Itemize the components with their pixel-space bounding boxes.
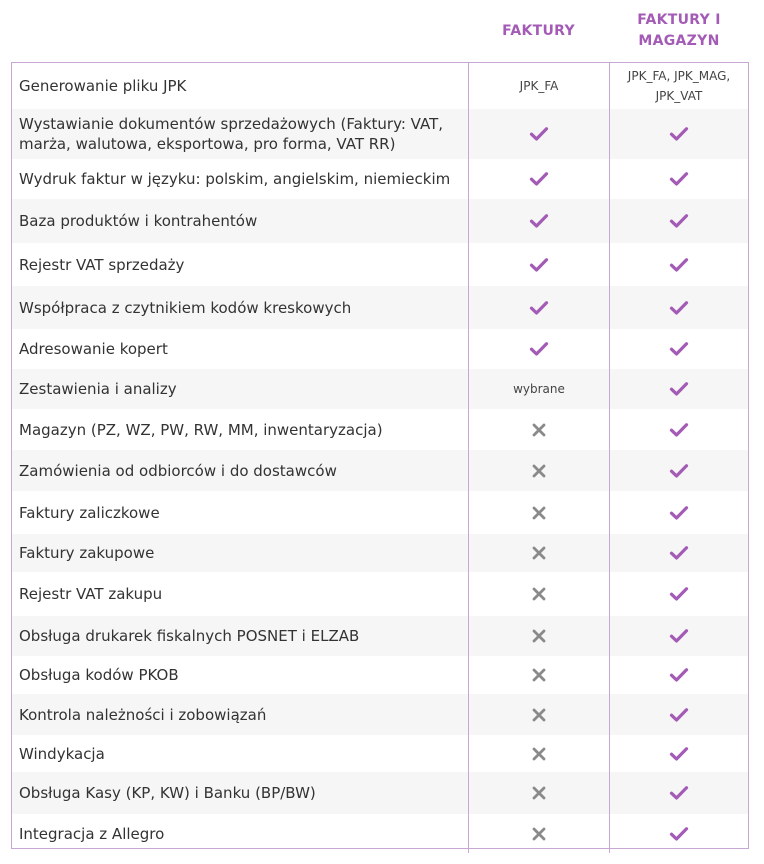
- feature-name: Adresowanie kopert: [19, 340, 168, 358]
- cross-icon: [532, 708, 546, 722]
- check-icon: [669, 171, 689, 187]
- table-row: [12, 694, 748, 735]
- faktury-cell: [468, 572, 609, 616]
- table-row: [12, 735, 748, 772]
- check-icon: [529, 213, 549, 229]
- faktury-cell: [468, 109, 609, 159]
- check-icon: [669, 667, 689, 683]
- table-row: [12, 159, 748, 199]
- table-row: [12, 814, 748, 853]
- check-icon: [669, 505, 689, 521]
- check-icon: [529, 171, 549, 187]
- faktury-magazyn-cell: [609, 329, 748, 369]
- faktury-magazyn-cell: [609, 491, 748, 534]
- faktury-magazyn-cell: [609, 656, 748, 694]
- feature-name: Kontrola należności i zobowiązań: [19, 705, 267, 724]
- feature-name: Integracja z Allegro: [19, 824, 165, 843]
- table-row: [12, 450, 748, 491]
- faktury-cell: [468, 772, 609, 814]
- faktury-cell: [468, 159, 609, 199]
- feature-name: Wystawianie dokumentów sprzedażowych (Faktury: VAT, marża, walutowa, eksportowa, pro forma, VAT RR): [19, 115, 444, 153]
- cell-text: wybrane: [513, 382, 565, 396]
- feature-name: Zamówienia od odbiorców i do dostawców: [19, 461, 337, 480]
- feature-name: Zestawienia i analizy: [19, 380, 177, 398]
- faktury-cell: [468, 409, 609, 450]
- faktury-cell: [468, 243, 609, 286]
- check-icon: [669, 586, 689, 602]
- feature-name: Wydruk faktur w języku: polskim, angielskim, niemieckim: [19, 170, 451, 188]
- cross-icon: [532, 827, 546, 841]
- faktury-cell: [468, 534, 609, 572]
- check-icon: [669, 300, 689, 316]
- feature-name: Magazyn (PZ, WZ, PW, RW, MM, inwentaryzacja): [19, 420, 383, 439]
- cross-icon: [532, 747, 546, 761]
- table-row: [12, 409, 748, 450]
- faktury-cell: [468, 369, 609, 409]
- table-row: [12, 369, 748, 409]
- feature-name: Generowanie pliku JPK: [19, 77, 187, 95]
- cross-icon: [532, 587, 546, 601]
- faktury-cell: [468, 616, 609, 656]
- faktury-magazyn-cell: [609, 369, 748, 409]
- check-icon: [669, 826, 689, 842]
- feature-name: Rejestr VAT zakupu: [19, 585, 163, 603]
- faktury-magazyn-cell: [609, 772, 748, 814]
- feature-name: Obsługa kodów PKOB: [19, 666, 179, 684]
- feature-name: Współpraca z czytnikiem kodów kreskowych: [19, 298, 352, 317]
- check-icon: [669, 463, 689, 479]
- table-row: [12, 491, 748, 534]
- faktury-cell: [468, 286, 609, 329]
- cross-icon: [532, 668, 546, 682]
- table-row: [12, 616, 748, 656]
- check-icon: [669, 126, 689, 142]
- feature-name: Obsługa drukarek fiskalnych POSNET i ELZAB: [19, 627, 360, 645]
- check-icon: [669, 341, 689, 357]
- table-row: [12, 772, 748, 814]
- check-icon: [669, 213, 689, 229]
- cross-icon: [532, 546, 546, 560]
- cross-icon: [532, 629, 546, 643]
- faktury-magazyn-cell: [609, 409, 748, 450]
- check-icon: [669, 746, 689, 762]
- check-icon: [529, 300, 549, 316]
- feature-name: Faktury zaliczkowe: [19, 503, 160, 522]
- cross-icon: [532, 786, 546, 800]
- faktury-magazyn-cell: [609, 199, 748, 243]
- table-row: [12, 243, 748, 286]
- faktury-cell: [468, 735, 609, 772]
- cross-icon: [532, 506, 546, 520]
- faktury-cell: [468, 450, 609, 491]
- column-header-faktury: FAKTURY: [502, 22, 575, 39]
- column-header-faktury-i-magazyn: FAKTURY I MAGAZYN: [637, 12, 721, 49]
- faktury-magazyn-cell: [609, 735, 748, 772]
- table-row: [12, 534, 748, 572]
- faktury-magazyn-cell: [609, 450, 748, 491]
- faktury-cell: [468, 814, 609, 853]
- faktury-cell: [468, 491, 609, 534]
- faktury-magazyn-cell: [609, 534, 748, 572]
- faktury-magazyn-cell: [609, 694, 748, 735]
- table-row: [12, 109, 748, 159]
- faktury-cell: [468, 656, 609, 694]
- table-row: [12, 286, 748, 329]
- table-row: [12, 656, 748, 694]
- faktury-magazyn-cell: [609, 243, 748, 286]
- check-icon: [669, 422, 689, 438]
- feature-name: Obsługa Kasy (KP, KW) i Banku (BP/BW): [19, 784, 316, 802]
- table-row: [12, 572, 748, 616]
- faktury-magazyn-cell: [609, 109, 748, 159]
- check-icon: [529, 341, 549, 357]
- faktury-magazyn-cell: [609, 63, 748, 109]
- feature-name: Baza produktów i kontrahentów: [19, 212, 258, 230]
- check-icon: [669, 628, 689, 644]
- cross-icon: [532, 464, 546, 478]
- feature-name: Windykacja: [19, 744, 105, 763]
- feature-name: Rejestr VAT sprzedaży: [19, 255, 185, 274]
- faktury-magazyn-cell: [609, 286, 748, 329]
- check-icon: [529, 126, 549, 142]
- faktury-cell: [468, 63, 609, 109]
- check-icon: [669, 257, 689, 273]
- table-row: [12, 199, 748, 243]
- check-icon: [669, 707, 689, 723]
- faktury-magazyn-cell: [609, 814, 748, 853]
- faktury-cell: [468, 694, 609, 735]
- faktury-magazyn-cell: [609, 572, 748, 616]
- faktury-cell: [468, 199, 609, 243]
- check-icon: [529, 257, 549, 273]
- cell-text: JPK_FA, JPK_MAG, JPK_VAT: [627, 69, 731, 103]
- faktury-magazyn-cell: [609, 159, 748, 199]
- faktury-cell: [468, 329, 609, 369]
- faktury-magazyn-cell: [609, 616, 748, 656]
- feature-name: Faktury zakupowe: [19, 544, 155, 562]
- table-row: [12, 329, 748, 369]
- check-icon: [669, 381, 689, 397]
- cell-text: JPK_FA: [519, 79, 559, 93]
- table-row: [12, 63, 748, 109]
- check-icon: [669, 545, 689, 561]
- feature-comparison-table: [11, 62, 749, 849]
- check-icon: [669, 785, 689, 801]
- cross-icon: [532, 423, 546, 437]
